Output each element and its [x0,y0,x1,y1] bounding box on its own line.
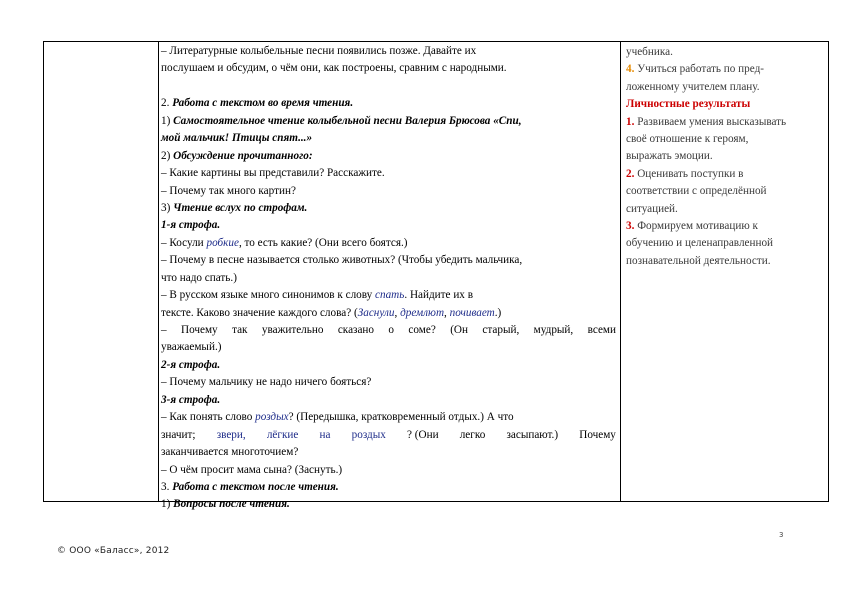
text-line: учебника. [626,46,673,58]
text-line: 1. Развиваем умения высказывать [626,115,787,128]
stanza-label: 1-я строфа. [161,219,221,232]
subsection-heading: 2) Обсуждение прочитанного: [161,149,313,162]
text-line: – Литературные колыбельные песни появились позже. Давайте их [161,45,477,57]
section-heading: 2. Работа с текстом во время чтения. [161,97,354,110]
text-line: – Косули робкие, то есть какие? (Они всего боятся.) [161,236,408,249]
personal-results-heading: Личностные результаты [626,98,751,111]
section-heading: 3. Работа с текстом после чтения. [161,480,339,493]
text-line: – Почему так много картин? [161,184,296,197]
text-line: – О чём просит мама сына? (Заснуть.) [161,463,343,476]
page-number: 3 [779,531,784,539]
text-line: выражать эмоции. [626,150,713,163]
text-line: 2. Оценивать поступки в [626,167,744,180]
text-line: значит; звери, лёгкие на роздых ? (Они легко засыпают.) Почему [161,428,616,441]
copyright-footer: © ООО «Баласс», 2012 [57,546,170,556]
text-line: – Как понять слово роздых? (Передышка, кратковременный отдых.) А что [161,411,514,424]
text-line: соответствии с определённой [626,185,767,198]
stanza-label: 2-я строфа. [161,358,221,371]
text-line: что надо спать.) [161,271,237,284]
text-line: – Почему мальчику не надо ничего бояться? [161,376,372,389]
lesson-steps-column [161,43,616,514]
outcomes-column [626,44,824,270]
spacer [161,78,616,95]
text-line: – Почему так уважительно сказано о соме? (Он старый, мудрый, всеми [161,324,616,336]
text-line: своё отношение к героям, [626,132,749,145]
text-line: обучению и целенаправленной [626,237,774,250]
text-line: уважаемый.) [161,341,222,354]
text-line: ситуацией. [626,202,678,215]
text-line: – В русском языке много синонимов к слову спать. Найдите их в [161,289,473,302]
text-line: – Почему в песне называется столько животных? (Чтобы убедить мальчика, [161,254,523,267]
text-line: 4. Учиться работать по пред- [626,63,765,76]
text-line: заканчивается многоточием? [161,446,299,459]
subsection-heading: 1) Вопросы после чтения. [161,498,290,511]
text-line: – Какие картины вы представили? Расскажите. [161,167,385,180]
table-border-right [828,41,829,502]
text-line: 3. Формируем мотивацию к [626,219,758,232]
text-line: тексте. Каково значение каждого слова? (Заснули, дремлют, почивает.) [161,306,502,319]
table-divider-2 [620,41,621,502]
table-border-left [43,41,44,502]
subsection-heading: 3) Чтение вслух по строфам. [161,201,308,214]
text-line: послушаем и обсудим, о чём они, как построены, сравним с народными. [161,62,507,75]
text-line: мой мальчик! Птицы спят...» [161,132,313,145]
stanza-label: 3-я строфа. [161,393,221,406]
subsection-heading: 1) Самостоятельное чтение колыбельной песни Валерия Брюсова «Спи, [161,114,522,127]
text-line: ложенному учителем плану. [626,80,760,93]
text-line: познавательной деятельности. [626,254,771,267]
table-divider-1 [158,41,159,502]
